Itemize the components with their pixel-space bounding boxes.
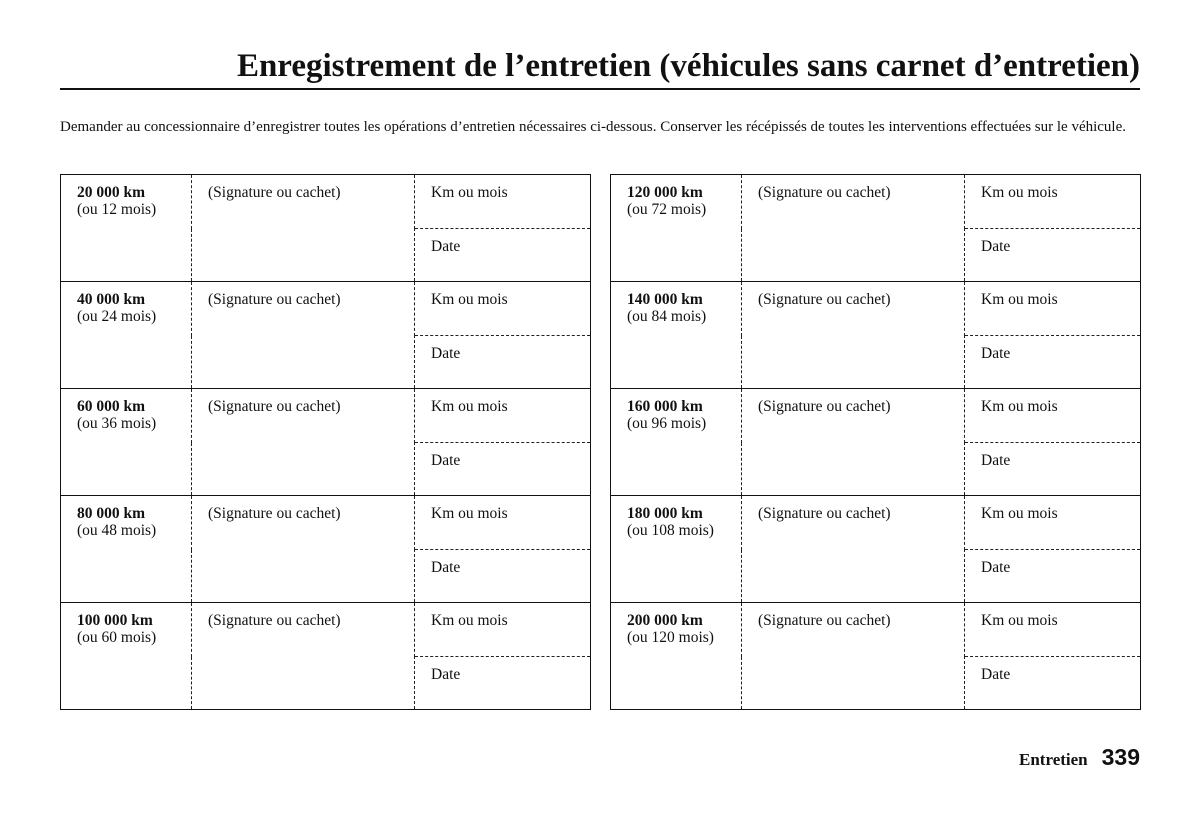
km-or-months-cell [415, 175, 591, 229]
interval-cell [611, 603, 742, 710]
interval-km: 140 000 km [627, 291, 703, 308]
date-cell [965, 336, 1141, 389]
signature-label: (Signature ou cachet) [208, 505, 341, 522]
date-label: Date [981, 345, 1011, 362]
interval-cell [61, 389, 192, 496]
footer-section-name: Entretien [1019, 750, 1088, 769]
signature-cell [742, 496, 965, 603]
date-label: Date [431, 345, 461, 362]
signature-label: (Signature ou cachet) [758, 184, 891, 201]
interval-cell [61, 496, 192, 603]
signature-cell [742, 389, 965, 496]
interval-cell [611, 389, 742, 496]
km-or-months-label: Km ou mois [431, 291, 508, 308]
km-or-months-cell [965, 175, 1141, 229]
km-or-months-label: Km ou mois [981, 505, 1058, 522]
signature-cell [742, 603, 965, 710]
signature-cell [742, 282, 965, 389]
signature-label: (Signature ou cachet) [758, 291, 891, 308]
date-cell [965, 550, 1141, 603]
date-label: Date [981, 452, 1011, 469]
interval-km: 200 000 km [627, 612, 703, 629]
interval-months: (ou 36 mois) [77, 415, 157, 432]
title-divider [60, 88, 1140, 90]
maintenance-entry-row [611, 282, 1141, 336]
interval-months: (ou 108 mois) [627, 522, 714, 539]
maintenance-entry-row [611, 175, 1141, 229]
signature-cell [742, 175, 965, 282]
km-or-months-cell [965, 389, 1141, 443]
maintenance-entry-row [611, 603, 1141, 657]
interval-months: (ou 12 mois) [77, 201, 157, 218]
signature-label: (Signature ou cachet) [208, 612, 341, 629]
km-or-months-cell [965, 496, 1141, 550]
signature-cell [192, 175, 415, 282]
interval-km: 100 000 km [77, 612, 153, 629]
maintenance-entry-row [61, 603, 591, 657]
interval-months: (ou 84 mois) [627, 308, 707, 325]
date-label: Date [431, 452, 461, 469]
interval-months: (ou 24 mois) [77, 308, 157, 325]
date-cell [415, 443, 591, 496]
date-cell [415, 229, 591, 282]
date-label: Date [431, 238, 461, 255]
km-or-months-label: Km ou mois [431, 505, 508, 522]
date-label: Date [981, 559, 1011, 576]
km-or-months-label: Km ou mois [431, 612, 508, 629]
interval-months: (ou 60 mois) [77, 629, 157, 646]
date-label: Date [981, 666, 1011, 683]
date-label: Date [981, 238, 1011, 255]
maintenance-entry-row [61, 389, 591, 443]
page-number: 339 [1101, 744, 1140, 770]
date-cell [965, 443, 1141, 496]
interval-months: (ou 72 mois) [627, 201, 707, 218]
page-title: Enregistrement de l’entretien (véhicules sans carnet d’entretien) [236, 48, 1140, 84]
interval-km: 20 000 km [77, 184, 146, 201]
km-or-months-label: Km ou mois [431, 398, 508, 415]
maintenance-entry-row [611, 389, 1141, 443]
maintenance-entry-row [61, 175, 591, 229]
km-or-months-label: Km ou mois [981, 398, 1058, 415]
signature-cell [192, 282, 415, 389]
interval-cell [611, 175, 742, 282]
signature-cell [192, 496, 415, 603]
km-or-months-cell [415, 603, 591, 657]
maintenance-entry-row [61, 282, 591, 336]
date-cell [415, 336, 591, 389]
interval-months: (ou 48 mois) [77, 522, 157, 539]
signature-cell [192, 603, 415, 710]
maintenance-log-table-right [610, 174, 1141, 710]
km-or-months-label: Km ou mois [981, 291, 1058, 308]
km-or-months-cell [415, 389, 591, 443]
date-cell [415, 657, 591, 710]
km-or-months-label: Km ou mois [431, 184, 508, 201]
maintenance-log-table-left [60, 174, 591, 710]
signature-cell [192, 389, 415, 496]
km-or-months-label: Km ou mois [981, 184, 1058, 201]
interval-cell [61, 282, 192, 389]
interval-cell [61, 175, 192, 282]
signature-label: (Signature ou cachet) [758, 505, 891, 522]
km-or-months-label: Km ou mois [981, 612, 1058, 629]
interval-km: 80 000 km [77, 505, 146, 522]
interval-cell [61, 603, 192, 710]
km-or-months-cell [965, 282, 1141, 336]
km-or-months-cell [415, 496, 591, 550]
maintenance-entry-row [611, 496, 1141, 550]
interval-cell [611, 282, 742, 389]
signature-label: (Signature ou cachet) [208, 398, 341, 415]
interval-km: 40 000 km [77, 291, 146, 308]
interval-km: 160 000 km [627, 398, 703, 415]
date-label: Date [431, 559, 461, 576]
signature-label: (Signature ou cachet) [758, 398, 891, 415]
km-or-months-cell [965, 603, 1141, 657]
signature-label: (Signature ou cachet) [208, 184, 341, 201]
date-label: Date [431, 666, 461, 683]
interval-km: 180 000 km [627, 505, 703, 522]
signature-label: (Signature ou cachet) [758, 612, 891, 629]
interval-cell [611, 496, 742, 603]
date-cell [965, 657, 1141, 710]
interval-km: 60 000 km [77, 398, 146, 415]
page-footer [1019, 744, 1140, 771]
interval-months: (ou 96 mois) [627, 415, 707, 432]
km-or-months-cell [415, 282, 591, 336]
date-cell [965, 229, 1141, 282]
signature-label: (Signature ou cachet) [208, 291, 341, 308]
date-cell [415, 550, 591, 603]
intro-paragraph: Demander au concessionnaire d’enregistrer toutes les opérations d’entretien nécessaires ci-dessous. Conserver les récépissés de toutes les interventions effectuées sur le véhicule. [60, 119, 1127, 135]
interval-months: (ou 120 mois) [627, 629, 714, 646]
interval-km: 120 000 km [627, 184, 703, 201]
maintenance-entry-row [61, 496, 591, 550]
